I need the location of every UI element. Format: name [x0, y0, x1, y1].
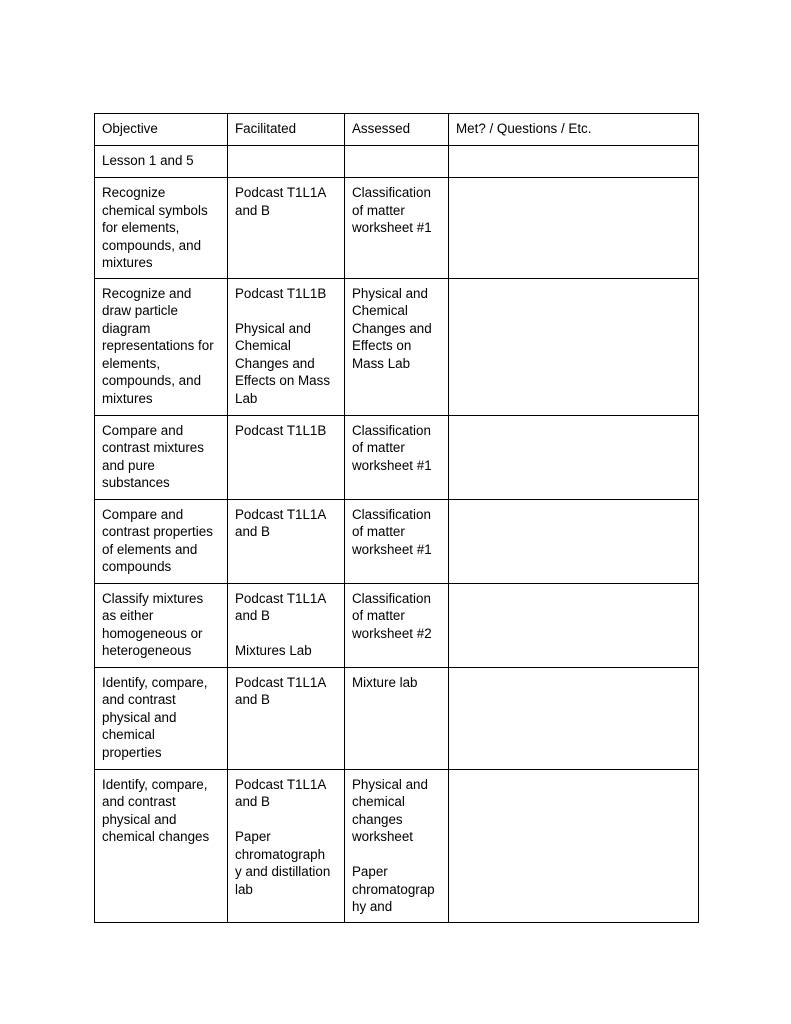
paragraph-gap: [352, 846, 442, 864]
objective-cell: [95, 667, 228, 769]
facilitated-text: Paper chromatograph y and distillation lab: [235, 829, 331, 897]
objective-text: Identify, compare, and contrast physical and chemical changes: [102, 776, 210, 844]
facilitated-text: Podcast T1L1A and B: [235, 674, 327, 707]
facilitated-text: Podcast T1L1A and B: [235, 506, 327, 539]
objective-text: Identify, compare, and contrast physical and chemical properties: [102, 674, 208, 760]
met-questions-cell: [449, 769, 699, 922]
objective-text: Recognize and draw particle diagram representations for elements, compounds, and mixtures: [102, 285, 214, 406]
table-row: [95, 278, 699, 415]
assessed-cell: [345, 667, 449, 769]
met-questions-cell: [449, 499, 699, 583]
facilitated-cell: [228, 499, 345, 583]
facilitated-cell: [228, 278, 345, 415]
met-questions-cell: [449, 178, 699, 279]
facilitated-cell: [228, 769, 345, 922]
header-assessed: Assessed: [345, 114, 449, 146]
assessed-text: Classification of matter worksheet #1: [352, 185, 432, 235]
lesson-heading: Lesson 1 and 5: [95, 146, 228, 178]
empty-cell: [449, 146, 699, 178]
facilitated-text: Physical and Chemical Changes and Effects on Mass Lab: [235, 320, 331, 406]
met-questions-cell: [449, 667, 699, 769]
lesson-heading-row: [95, 146, 699, 178]
objective-text: Classify mixtures as either homogeneous or heterogeneous: [102, 590, 204, 658]
objective-cell: [95, 278, 228, 415]
assessed-text: Classification of matter worksheet #1: [352, 422, 432, 473]
assessed-text: Physical and chemical changes worksheet: [352, 776, 428, 844]
table-row: [95, 583, 699, 667]
facilitated-text: Podcast T1L1B: [235, 422, 327, 438]
header-objective: Objective: [95, 114, 228, 146]
assessed-text: Classification of matter worksheet #1: [352, 506, 432, 557]
paragraph-gap: [235, 625, 338, 643]
objectives-table: [94, 113, 699, 923]
header-met-questions: Met? / Questions / Etc.: [449, 114, 699, 146]
objective-cell: [95, 769, 228, 922]
met-questions-cell: [449, 583, 699, 667]
met-questions-cell: [449, 278, 699, 415]
assessed-text: Physical and Chemical Changes and Effects on Mass Lab: [352, 285, 432, 371]
objective-text: Compare and contrast mixtures and pure substances: [102, 422, 204, 490]
objective-cell: [95, 178, 228, 279]
assessed-cell: [345, 415, 449, 499]
table-row: [95, 178, 699, 279]
met-questions-cell: [449, 415, 699, 499]
table-row: [95, 499, 699, 583]
assessed-text: Paper chromatograp hy and: [352, 864, 435, 914]
facilitated-text: Podcast T1L1A and B: [235, 590, 327, 623]
assessed-cell: [345, 583, 449, 667]
assessed-cell: [345, 278, 449, 415]
objective-text: Compare and contrast properties of elements and compounds: [102, 506, 213, 574]
facilitated-text: Podcast T1L1B: [235, 285, 327, 301]
objective-cell: [95, 499, 228, 583]
facilitated-cell: [228, 667, 345, 769]
empty-cell: [228, 146, 345, 178]
facilitated-cell: [228, 583, 345, 667]
facilitated-cell: [228, 178, 345, 279]
assessed-cell: [345, 178, 449, 279]
objective-cell: [95, 583, 228, 667]
paragraph-gap: [235, 811, 338, 829]
facilitated-text: Mixtures Lab: [235, 643, 312, 658]
assessed-cell: [345, 499, 449, 583]
facilitated-text: Podcast T1L1A and B: [235, 776, 327, 809]
table-row: [95, 415, 699, 499]
objective-cell: [95, 415, 228, 499]
table-row: [95, 769, 699, 922]
assessed-cell: [345, 769, 449, 922]
assessed-text: Mixture lab: [352, 674, 418, 690]
paragraph-gap: [235, 302, 338, 320]
facilitated-text: Podcast T1L1A and B: [235, 185, 327, 218]
header-facilitated: Facilitated: [228, 114, 345, 146]
table-header-row: [95, 114, 699, 146]
objective-text: Recognize chemical symbols for elements, compounds, and mixtures: [102, 185, 208, 270]
table-row: [95, 667, 699, 769]
assessed-text: Classification of matter worksheet #2: [352, 590, 432, 641]
facilitated-cell: [228, 415, 345, 499]
empty-cell: [345, 146, 449, 178]
